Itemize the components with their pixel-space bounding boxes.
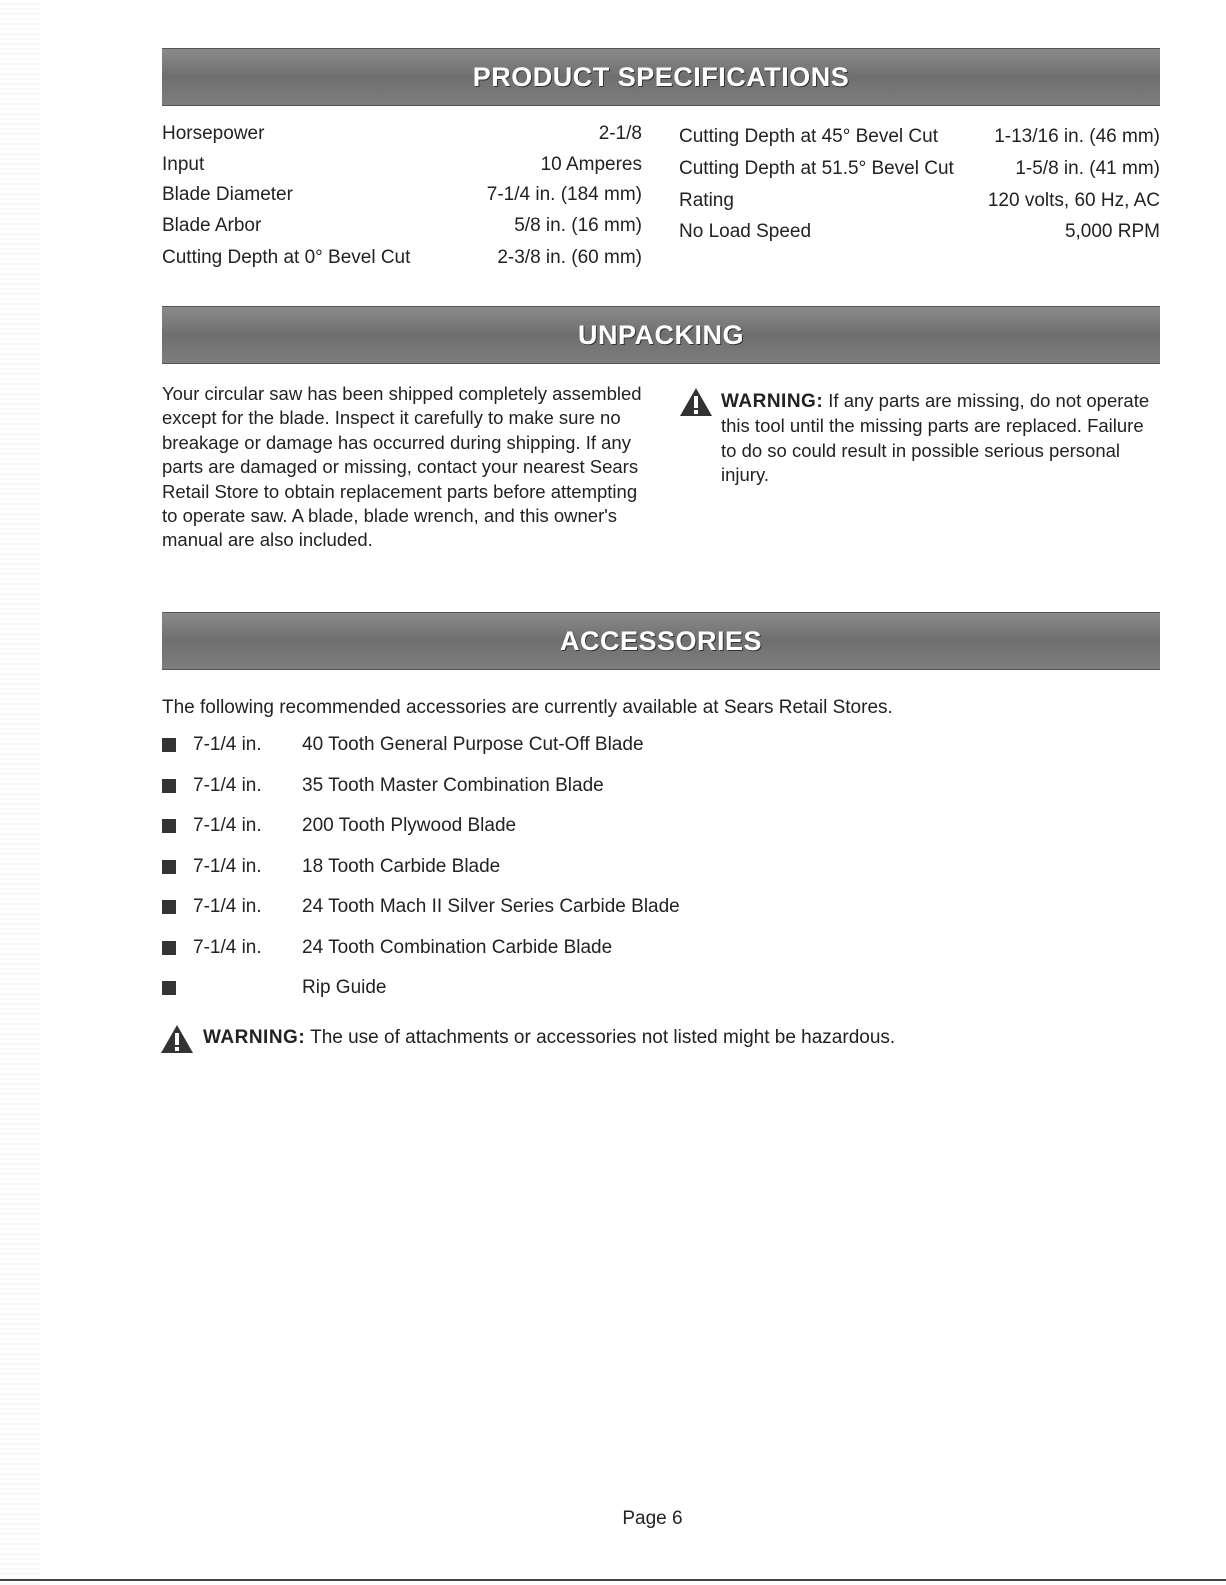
spec-row [162, 119, 642, 149]
spec-row [679, 122, 1160, 152]
warning-label: WARNING: [203, 1027, 306, 1048]
square-bullet-icon [162, 941, 176, 955]
spec-label: Rating [679, 190, 734, 211]
spec-row [162, 180, 642, 210]
spec-value: 5/8 in. (16 mm) [514, 215, 642, 236]
spec-label: Blade Arbor [162, 215, 262, 236]
spec-label: Input [162, 154, 205, 175]
accessories-header-bar [162, 612, 1160, 670]
spec-label: Cutting Depth at 51.5° Bevel Cut [679, 158, 954, 179]
accessories-heading: ACCESSORIES [559, 625, 763, 656]
list-item [162, 771, 862, 801]
spec-label: Blade Diameter [162, 184, 293, 205]
square-bullet-icon [162, 981, 176, 995]
item-description: Rip Guide [302, 977, 387, 998]
item-size: 7-1/4 in. [193, 815, 262, 836]
spec-value: 10 Amperes [540, 154, 642, 175]
spec-row [162, 150, 642, 180]
item-size: 7-1/4 in. [193, 896, 262, 917]
spec-row [162, 243, 642, 273]
item-size: 7-1/4 in. [193, 775, 262, 796]
spec-value: 2-1/8 [598, 123, 642, 144]
unpacking-header-bar [162, 306, 1160, 364]
accessories-warning [203, 1026, 1153, 1050]
spec-value: 120 volts, 60 Hz, AC [987, 190, 1160, 211]
accessories-intro: The following recommended accessories are currently available at Sears Retail Stores. [162, 697, 893, 718]
item-size: 7-1/4 in. [193, 734, 262, 755]
square-bullet-icon [162, 779, 176, 793]
list-item [162, 892, 862, 922]
item-description: 35 Tooth Master Combination Blade [302, 775, 604, 796]
warning-text: The use of attachments or accessories not listed might be hazardous. [310, 1027, 896, 1048]
item-size: 7-1/4 in. [193, 856, 262, 877]
warning-label: WARNING: [721, 391, 824, 412]
item-description: 18 Tooth Carbide Blade [302, 856, 501, 877]
square-bullet-icon [162, 860, 176, 874]
square-bullet-icon [162, 819, 176, 833]
list-item [162, 933, 862, 963]
bottom-rule [0, 1579, 1226, 1581]
item-description: 40 Tooth General Purpose Cut-Off Blade [302, 734, 644, 755]
specs-heading: PRODUCT SPECIFICATIONS [472, 61, 850, 92]
spec-label: Horsepower [162, 123, 265, 144]
unpacking-body: Your circular saw has been shipped completely assembled except for the blade. Inspect it carefully to make sure no breakage or damage has occurred during shipping. If any parts are damaged or missing, contact your nearest Sears Retail Store to obtain replacement parts before attempting to operate saw. A blade, blade wrench, and this owner's manual are also included. [162, 383, 642, 551]
spec-value: 1-13/16 in. (46 mm) [994, 126, 1160, 147]
list-item [162, 852, 862, 882]
item-description: 200 Tooth Plywood Blade [302, 815, 517, 836]
spec-value: 5,000 RPM [1064, 221, 1160, 242]
list-item [162, 973, 862, 1003]
unpacking-warning [721, 389, 1161, 488]
spec-label: Cutting Depth at 45° Bevel Cut [679, 126, 938, 147]
unpacking-heading: UNPACKING [578, 319, 744, 350]
spec-row [679, 186, 1160, 216]
spec-row [679, 154, 1160, 184]
item-description: 24 Tooth Combination Carbide Blade [302, 937, 613, 958]
page-number: Page 6 [622, 1508, 683, 1529]
spec-value: 7-1/4 in. (184 mm) [486, 184, 642, 205]
scan-edge-noise [0, 0, 40, 1585]
spec-value: 2-3/8 in. (60 mm) [497, 247, 642, 268]
warning-triangle-icon [679, 387, 713, 417]
square-bullet-icon [162, 738, 176, 752]
list-item [162, 811, 862, 841]
warning-triangle-icon [160, 1024, 194, 1054]
square-bullet-icon [162, 900, 176, 914]
spec-label: Cutting Depth at 0° Bevel Cut [162, 247, 411, 268]
spec-row [162, 211, 642, 241]
spec-row [679, 217, 1160, 247]
warning-text: If any parts are missing, do not operate this tool until the missing parts are replaced. Failure to do so could result in possible serious personal injury. [721, 390, 1150, 486]
item-size: 7-1/4 in. [193, 937, 262, 958]
item-description: 24 Tooth Mach II Silver Series Carbide Blade [302, 896, 680, 917]
specs-header-bar [162, 48, 1160, 106]
spec-value: 1-5/8 in. (41 mm) [1015, 158, 1160, 179]
spec-label: No Load Speed [679, 221, 812, 242]
list-item [162, 730, 862, 760]
